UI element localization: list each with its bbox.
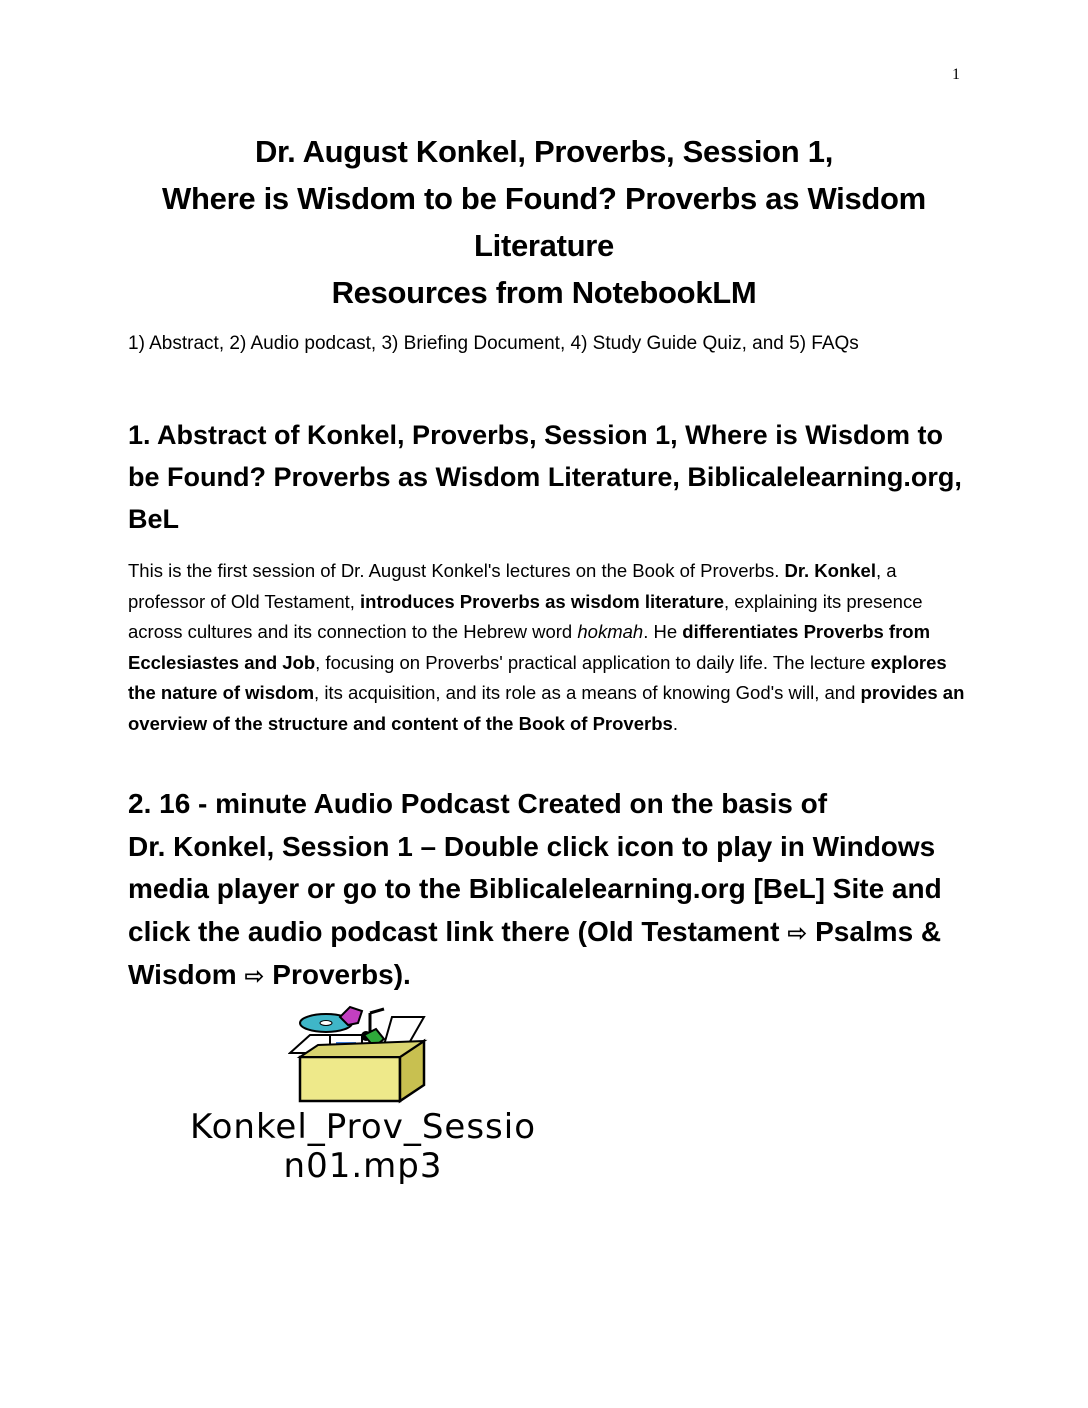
abstract-bold: explores the nature of wisdom bbox=[128, 651, 947, 704]
abstract-text: This is the first session of Dr. August Konkel's lectures on the Book of Proverbs. bbox=[128, 560, 785, 581]
abstract-bold: differentiates Proverbs from Ecclesiastes and Job bbox=[128, 621, 931, 673]
file-name-line-2: n01.mp3 bbox=[283, 1146, 443, 1186]
abstract-text: , focusing on Proverbs' practical application to daily life. The lecture bbox=[315, 651, 871, 673]
abstract-paragraph bbox=[128, 556, 973, 740]
abstract-bold: Dr. Konkel bbox=[784, 560, 876, 581]
podcast-heading-text: Dr. Konkel, Session 1 – Double click icon to play in Windows media player or go to the Biblicalelearning.org [BeL] Site and click the audio podcast link there (Old Testament bbox=[128, 830, 942, 947]
document-title bbox=[100, 128, 988, 316]
podcast-heading-line-1: 2. 16 - minute Audio Podcast Created on the basis of bbox=[128, 788, 828, 819]
abstract-italic: hokmah bbox=[577, 621, 644, 643]
file-name-line-1: Konkel_Prov_Sessio bbox=[189, 1107, 537, 1147]
abstract-text: , a professor of Old Testament, bbox=[128, 560, 897, 612]
title-line-1: Dr. August Konkel, Proverbs, Session 1, bbox=[254, 134, 834, 169]
attachment-file-name[interactable] bbox=[128, 1108, 598, 1186]
title-line-2: Where is Wisdom to be Found? Proverbs as Wisdom bbox=[162, 181, 926, 216]
arrow-icon: ⇨ bbox=[787, 918, 808, 947]
title-line-3: Literature bbox=[474, 228, 614, 263]
resources-list: 1) Abstract, 2) Audio podcast, 3) Briefing Document, 4) Study Guide Quiz, and 5) FAQs bbox=[128, 333, 859, 354]
abstract-bold: provides an overview of the structure and content of the Book of Proverbs bbox=[128, 682, 965, 734]
audio-attachment[interactable] bbox=[128, 1005, 598, 1195]
podcast-heading-text: Psalms & Wisdom bbox=[128, 915, 942, 990]
abstract-text: . bbox=[672, 712, 678, 734]
page-number: 1 bbox=[952, 66, 960, 83]
arrow-icon: ⇨ bbox=[244, 962, 265, 990]
abstract-bold: introduces Proverbs as wisdom literature bbox=[360, 590, 724, 612]
podcast-heading-text: Proverbs). bbox=[264, 959, 411, 990]
package-icon[interactable] bbox=[288, 1005, 438, 1105]
title-line-4: Resources from NotebookLM bbox=[331, 275, 757, 310]
abstract-heading: 1. Abstract of Konkel, Proverbs, Session 1, Where is Wisdom to be Found? Proverbs as Wisdom Literature, Biblicalelearning.org, BeL bbox=[128, 420, 962, 534]
podcast-heading bbox=[128, 783, 973, 998]
abstract-text: , its acquisition, and its role as a means of knowing God's will, and bbox=[314, 682, 861, 704]
abstract-text: . He bbox=[643, 621, 683, 643]
abstract-text: , explaining its presence across cultures and its connection to the Hebrew word bbox=[128, 590, 923, 643]
